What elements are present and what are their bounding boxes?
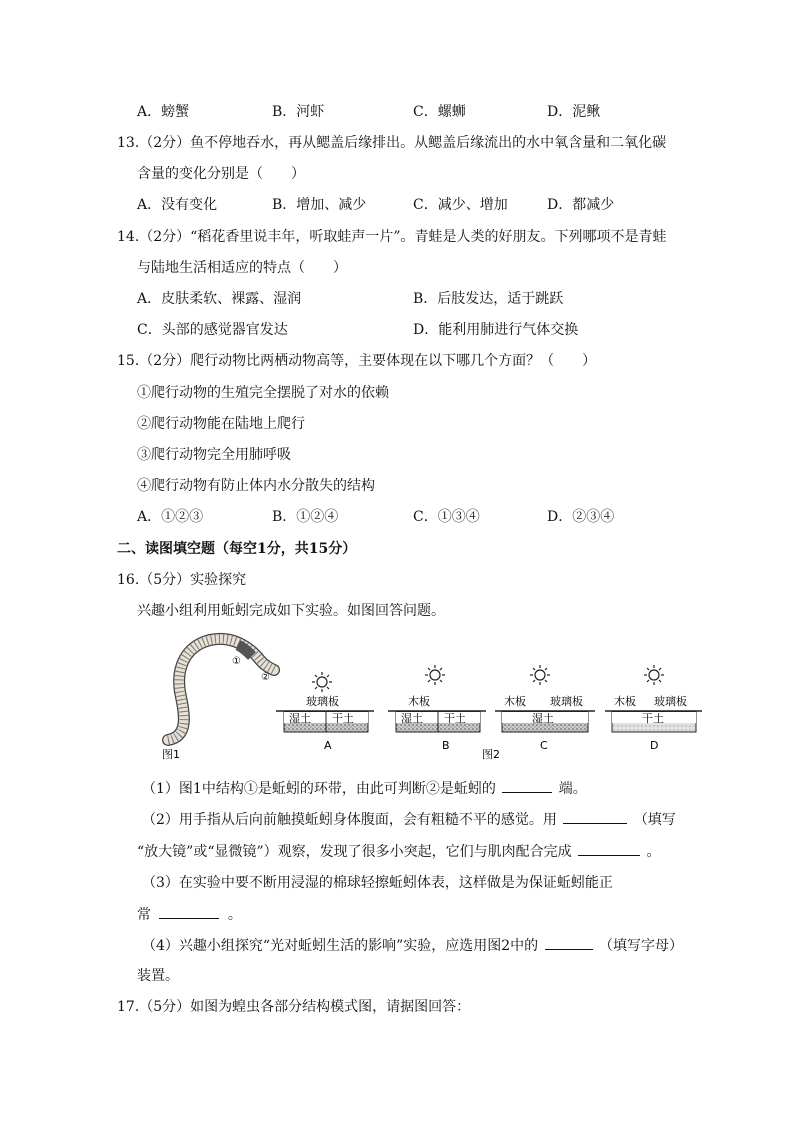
apparatus-a — [276, 694, 374, 752]
q16-part3-text2: 常 — [137, 907, 151, 923]
q16-part3-end: 。 — [227, 907, 242, 923]
section-heading: 二、读图填空题（每空1分，共15分） — [117, 541, 357, 557]
q13-stem-line2: 含量的变化分别是（ ） — [137, 166, 305, 182]
q16-intro: 兴趣小组利用蚯蚓完成如下实验。如图回答问题。 — [137, 603, 445, 619]
q16-part2-tail: （填写 — [633, 812, 676, 828]
q13-option-a: A．没有变化 — [137, 197, 218, 213]
q15-option-c: C．①③④ — [413, 509, 480, 525]
answer-blank[interactable] — [578, 841, 640, 856]
apparatus-b-right-soil: 干土 — [444, 712, 466, 725]
q16-part2-continued — [137, 841, 661, 862]
q14-option-c: C．头部的感觉器官发达 — [137, 322, 288, 338]
q15-option-d: D．②③④ — [547, 509, 615, 525]
answer-blank[interactable] — [563, 809, 627, 824]
q16-stem: 16.（5分）实验探究 — [117, 572, 247, 588]
q16-part4-text: （4）兴趣小组探究“光对蚯蚓生活的影响”实验，应选用图2中的 — [142, 938, 539, 954]
q15-statement-1: ①爬行动物的生殖完全摆脱了对水的依赖 — [137, 385, 389, 401]
sun-icon — [530, 665, 550, 685]
q14-stem-line1: 14.（2分）“稻花香里说丰年，听取蛙声一片”。青蛙是人类的好朋友。下列哪项不是青蛙 — [117, 229, 667, 245]
apparatus-a-right-soil: 干土 — [332, 712, 354, 725]
q16-part2 — [142, 809, 676, 830]
q16-part1-tail: 端。 — [558, 781, 587, 797]
apparatus-c-glass-label: 玻璃板 — [550, 695, 583, 708]
q13-option-c: C．减少、增加 — [413, 197, 508, 213]
q16-part2-end: 。 — [646, 844, 661, 860]
q16-part3-continued — [137, 904, 242, 925]
q16-part4-continued: 装置。 — [137, 968, 179, 984]
figure-2-label: 图2 — [482, 748, 500, 761]
apparatus-a-cover-label: 玻璃板 — [306, 695, 339, 708]
answer-blank[interactable] — [545, 935, 593, 950]
q14-option-b: B．后肢发达，适于跳跃 — [413, 291, 564, 307]
q13-option-d: D．都减少 — [547, 197, 615, 213]
marker-2: ② — [261, 672, 270, 683]
apparatus-c-wood-label: 木板 — [504, 695, 526, 708]
q15-option-a: A．①②③ — [137, 509, 204, 525]
apparatus-d — [605, 694, 702, 752]
q13-stem-line1: 13.（2分）鱼不停地吞水，再从鳃盖后缘排出。从鳃盖后缘流出的水中氧含量和二氧化碳 — [117, 135, 667, 151]
apparatus-c — [495, 694, 595, 752]
apparatus-c-soil: 湿土 — [532, 712, 554, 725]
apparatus-d-letter: D — [650, 739, 659, 752]
apparatus-a-left-soil: 湿土 — [289, 712, 311, 725]
q14-stem-line2: 与陆地生活相适应的特点（ ） — [137, 260, 347, 276]
q16-part1-text: （1）图1中结构①是蚯蚓的环带，由此可判断②是蚯蚓的 — [142, 781, 496, 797]
figure-1-label: 图1 — [162, 748, 180, 761]
sun-icon — [312, 672, 332, 692]
marker-1: ① — [232, 656, 241, 667]
experiment-figure — [140, 632, 720, 762]
q16-part4-tail: （填写字母） — [599, 938, 684, 954]
apparatus-d-soil: 干土 — [642, 712, 664, 725]
apparatus-b — [388, 694, 486, 752]
q17-stem: 17.（5分）如图为蝗虫各部分结构模式图，请据图回答： — [117, 999, 471, 1015]
q16-part2-text: （2）用手指从后向前触摸蚯蚓身体腹面，会有粗糙不平的感觉。用 — [142, 812, 557, 828]
q12-option-c: C．螺蛳 — [413, 104, 466, 120]
q13-option-b: B．增加、减少 — [272, 197, 367, 213]
sun-icon — [425, 665, 445, 685]
sun-icon — [644, 665, 664, 685]
q12-option-d: D．泥鳅 — [547, 104, 601, 120]
q15-statement-2: ②爬行动物能在陆地上爬行 — [137, 416, 305, 432]
earthworm-drawing — [168, 639, 274, 740]
apparatus-d-glass-label: 玻璃板 — [654, 695, 687, 708]
apparatus-b-left-soil: 湿土 — [401, 712, 423, 725]
q14-option-a: A．皮肤柔软、裸露、湿润 — [137, 291, 302, 307]
apparatus-b-letter: B — [442, 739, 450, 752]
q12-option-a: A．螃蟹 — [137, 104, 190, 120]
apparatus-d-wood-label: 木板 — [614, 695, 636, 708]
q15-stem: 15.（2分）爬行动物比两栖动物高等，主要体现在以下哪几个方面？（ ） — [117, 353, 597, 369]
answer-blank[interactable] — [502, 778, 552, 793]
answer-blank[interactable] — [159, 904, 219, 919]
apparatus-a-letter: A — [324, 739, 332, 752]
q16-part4 — [142, 935, 683, 956]
q15-option-b: B．①②④ — [272, 509, 339, 525]
q15-statement-3: ③爬行动物完全用肺呼吸 — [137, 447, 291, 463]
q15-statement-4: ④爬行动物有防止体内水分散失的结构 — [137, 478, 375, 494]
q16-part1 — [142, 778, 587, 799]
apparatus-b-cover-label: 木板 — [408, 695, 430, 708]
apparatus-c-letter: C — [540, 739, 548, 752]
q14-option-d: D．能利用肺进行气体交换 — [413, 322, 579, 338]
q16-part3: （3）在实验中要不断用浸湿的棉球轻擦蚯蚓体表，这样做是为保证蚯蚓能正 — [142, 875, 613, 891]
q12-option-b: B．河虾 — [272, 104, 325, 120]
q16-part2-text2: “放大镜”或“显微镜”）观察，发现了很多小突起，它们与肌肉配合完成 — [137, 844, 572, 860]
